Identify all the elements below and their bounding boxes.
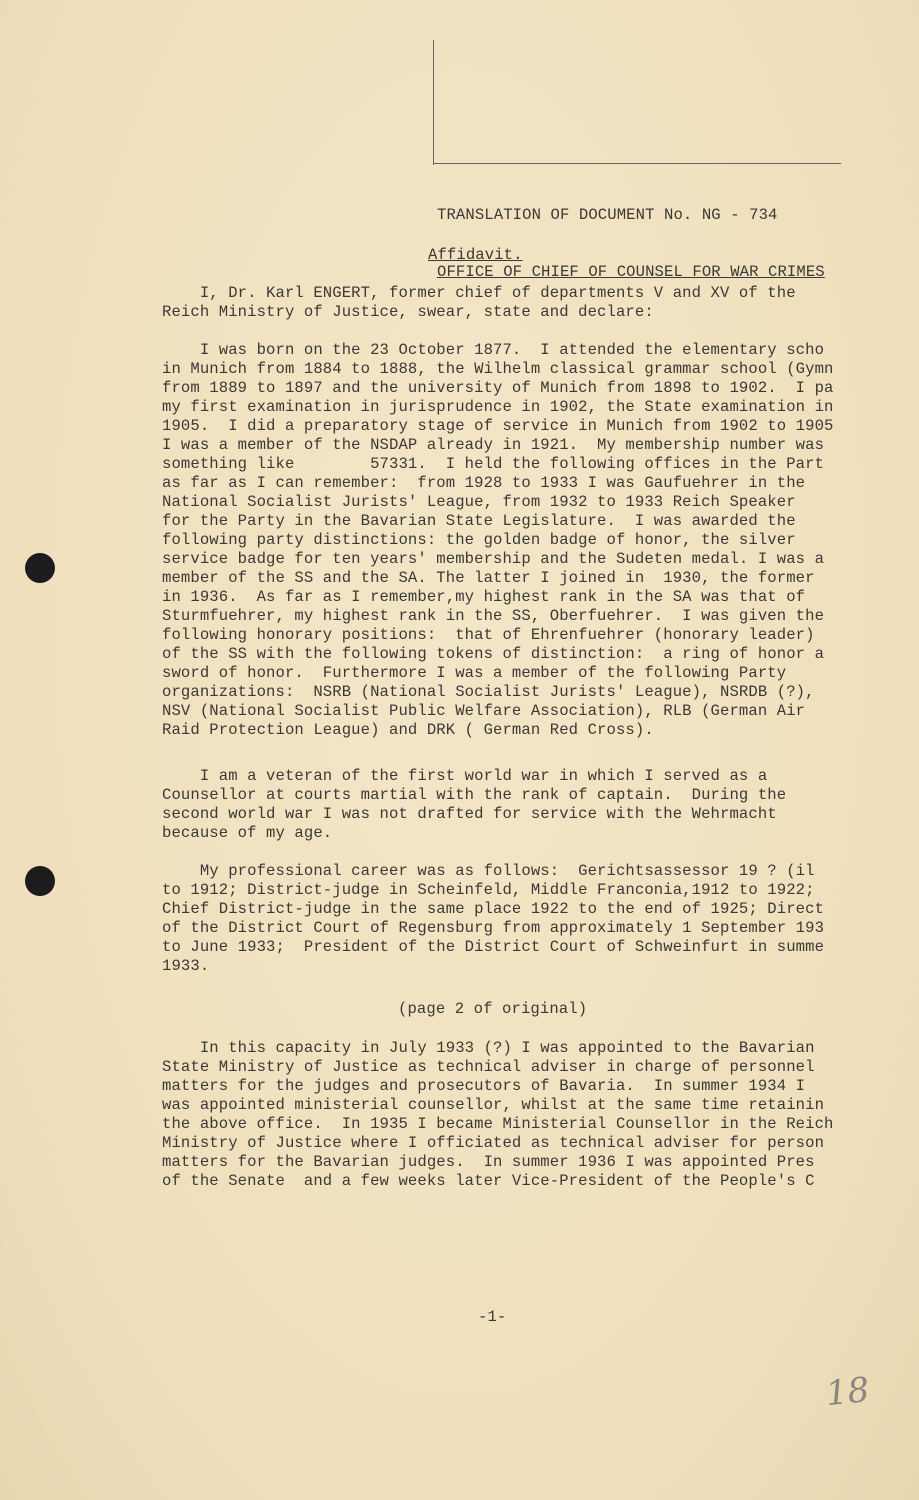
paragraph-declaration xyxy=(162,284,796,322)
text-line: to 1912; District-judge in Scheinfeld, Middle Franconia,1912 to 1922; xyxy=(162,881,815,899)
text-line: Raid Protection League) and DRK ( German Red Cross). xyxy=(162,721,654,739)
margin-rule-vertical xyxy=(433,40,434,165)
text-line: following honorary positions: that of Ehrenfuehrer (honorary leader) xyxy=(162,626,815,644)
text-line: organizations: NSRB (National Socialist Jurists' League), NSRDB (?), xyxy=(162,683,815,701)
header-office-line: OFFICE OF CHIEF OF COUNSEL FOR WAR CRIMES xyxy=(437,263,825,281)
text-line: in 1936. As far as I remember,my highest rank in the SA was that of xyxy=(162,588,806,606)
text-line: sword of honor. Furthermore I was a member of the following Party xyxy=(162,664,787,682)
text-line: National Socialist Jurists' League, from 1932 to 1933 Reich Speaker xyxy=(162,493,796,511)
text-line: of the Senate and a few weeks later Vice-President of the People's C xyxy=(162,1172,815,1190)
text-line: for the Party in the Bavarian State Legislature. I was awarded the xyxy=(162,512,796,530)
text-line: matters for the Bavarian judges. In summer 1936 I was appointed Pres xyxy=(162,1153,815,1171)
text-line: of the SS with the following tokens of distinction: a ring of honor a xyxy=(162,645,825,663)
text-line: Reich Ministry of Justice, swear, state and declare: xyxy=(162,303,654,321)
text-line: matters for the judges and prosecutors of Bavaria. In summer 1934 I xyxy=(162,1077,806,1095)
text-line: in Munich from 1884 to 1888, the Wilhelm classical grammar school (Gymn xyxy=(162,360,834,378)
text-line: following party distinctions: the golden badge of honor, the silver xyxy=(162,531,796,549)
handwritten-number: 18 xyxy=(824,1369,872,1415)
text-line: Sturmfuehrer, my highest rank in the SS, Oberfuehrer. I was given the xyxy=(162,607,825,625)
text-line: as far as I can remember: from 1928 to 1933 I was Gaufuehrer in the xyxy=(162,474,806,492)
text-line: because of my age. xyxy=(162,824,333,842)
text-line: of the District Court of Regensburg from approximately 1 September 193 xyxy=(162,919,825,937)
paragraph-war-service xyxy=(162,767,786,843)
text-line: second world war I was not drafted for service with the Wehrmacht xyxy=(162,805,777,823)
header-translation-line: TRANSLATION OF DOCUMENT No. NG - 734 xyxy=(437,206,778,224)
text-line: my first examination in jurisprudence in 1902, the State examination in xyxy=(162,398,834,416)
text-line: Chief District-judge in the same place 1922 to the end of 1925; Direct xyxy=(162,900,825,918)
paragraph-ministry xyxy=(162,1039,834,1191)
text-line: Counsellor at courts martial with the rank of captain. During the xyxy=(162,786,787,804)
text-line: from 1889 to 1897 and the university of Munich from 1898 to 1902. I pa xyxy=(162,379,834,397)
paragraph-biography xyxy=(162,341,834,740)
text-line: I was born on the 23 October 1877. I attended the elementary scho xyxy=(162,341,825,359)
document-title: Affidavit. xyxy=(428,246,523,264)
text-line: In this capacity in July 1933 (?) I was appointed to the Bavarian xyxy=(162,1039,815,1057)
text-line: service badge for ten years' membership and the Sudeten medal. I was a xyxy=(162,550,825,568)
text-line: My professional career was as follows: Gerichtsassessor 19 ? (il xyxy=(162,862,815,880)
document-header xyxy=(437,168,825,301)
text-line: something like 57331. I held the following offices in the Part xyxy=(162,455,825,473)
text-line: State Ministry of Justice as technical adviser in charge of personnel xyxy=(162,1058,815,1076)
text-line: 1905. I did a preparatory stage of service in Munich from 1902 to 1905 xyxy=(162,417,834,435)
punch-hole-lower xyxy=(25,866,55,896)
paragraph-career xyxy=(162,862,824,976)
text-line: member of the SS and the SA. The latter I joined in 1930, the former xyxy=(162,569,815,587)
text-line: NSV (National Socialist Public Welfare Association), RLB (German Air xyxy=(162,702,806,720)
text-line: Ministry of Justice where I officiated as technical adviser for person xyxy=(162,1134,825,1152)
page-number: -1- xyxy=(478,1308,507,1326)
page-marker: (page 2 of original) xyxy=(398,1000,588,1018)
text-line: 1933. xyxy=(162,957,210,975)
text-line: to June 1933; President of the District Court of Schweinfurt in summe xyxy=(162,938,825,956)
text-line: I was a member of the NSDAP already in 1921. My membership number was xyxy=(162,436,825,454)
punch-hole-upper xyxy=(25,553,55,583)
header-rule xyxy=(433,163,841,164)
text-line: I, Dr. Karl ENGERT, former chief of departments V and XV of the xyxy=(162,284,796,302)
text-line: was appointed ministerial counsellor, whilst at the same time retainin xyxy=(162,1096,825,1114)
text-line: I am a veteran of the first world war in which I served as a xyxy=(162,767,768,785)
text-line: the above office. In 1935 I became Ministerial Counsellor in the Reich xyxy=(162,1115,834,1133)
